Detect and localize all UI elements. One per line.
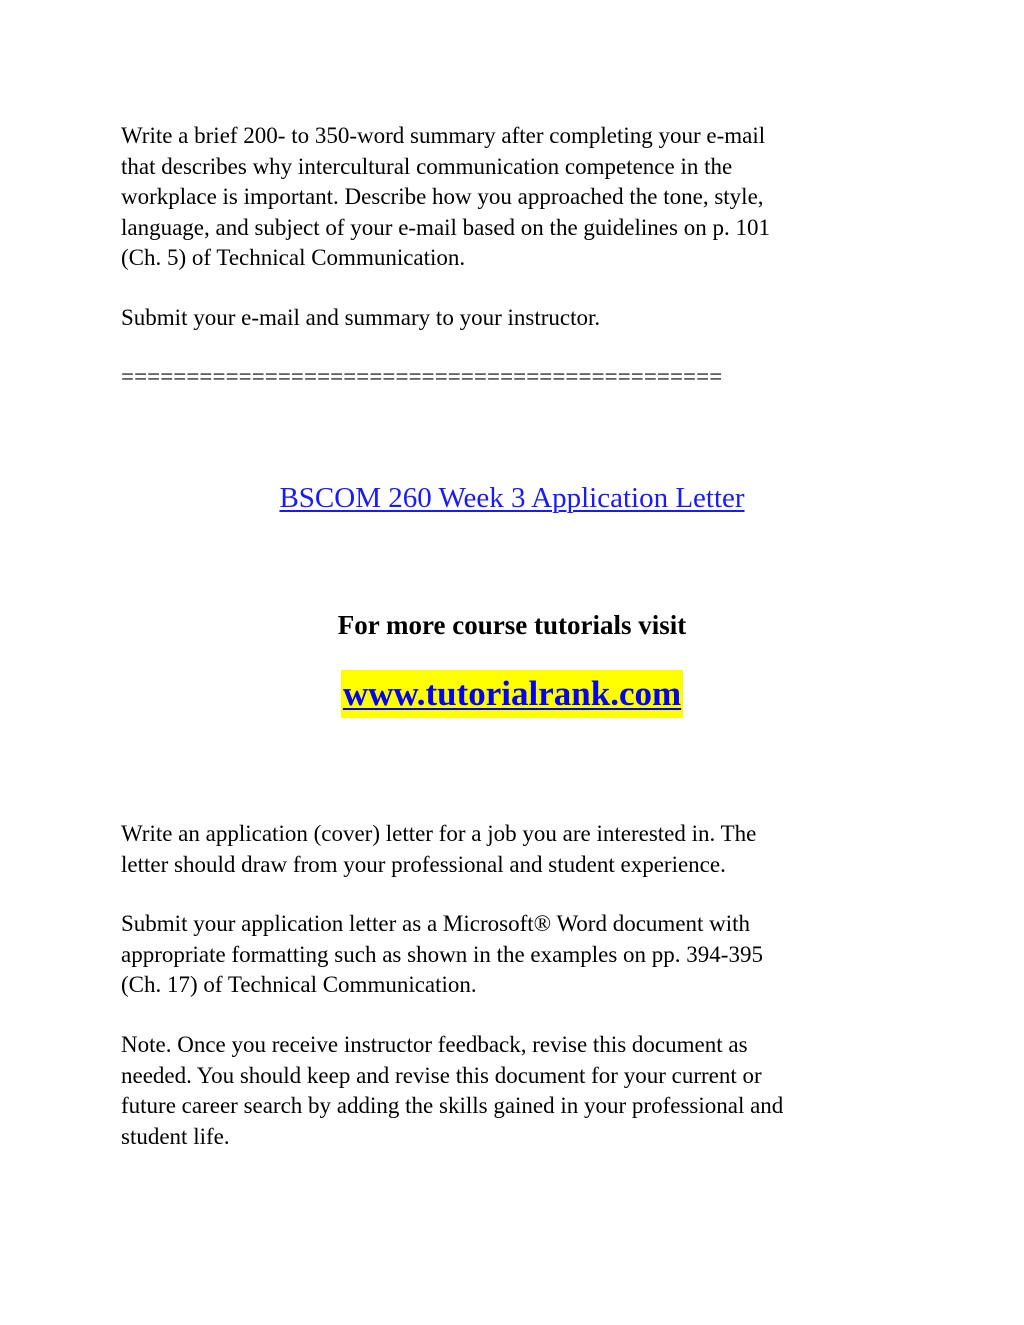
text-line: Write an application (cover) letter for a job you are interested in. The	[121, 821, 757, 846]
revision-note-paragraph	[121, 1030, 901, 1152]
text-line: Note. Once you receive instructor feedback, revise this document as	[121, 1032, 748, 1057]
summary-instructions-paragraph	[121, 121, 901, 274]
text-line: that describes why intercultural communication competence in the	[121, 153, 733, 179]
text-line: Submit your e-mail and summary to your instructor.	[121, 305, 601, 330]
text-line: letter should draw from your professional and student experience.	[121, 851, 726, 877]
section-divider: ==============================================	[121, 364, 723, 389]
application-letter-paragraph	[121, 819, 901, 880]
text-line: needed. You should keep and revise this document for your current or	[121, 1062, 762, 1088]
submit-letter-paragraph	[121, 909, 901, 1001]
text-line: workplace is important. Describe how you approached the tone, style,	[121, 184, 764, 209]
text-line: (Ch. 17) of Technical Communication.	[121, 972, 477, 997]
tutorials-call-to-action: For more course tutorials visit	[337, 610, 687, 640]
text-line: student life.	[121, 1123, 230, 1149]
website-link-container	[0, 670, 1024, 718]
assignment-title-link[interactable]: BSCOM 260 Week 3 Application Letter	[279, 482, 745, 514]
text-line: future career search by adding the skills gained in your professional and	[121, 1093, 784, 1118]
submit-email-paragraph	[121, 303, 901, 334]
website-link[interactable]: www.tutorialrank.com	[341, 670, 683, 718]
text-line: Write a brief 200- to 350-word summary after completing your e-mail	[121, 123, 766, 148]
text-line: language, and subject of your e-mail based on the guidelines on p. 101	[121, 214, 770, 240]
assignment-title	[0, 480, 1024, 516]
text-line: (Ch. 5) of Technical Communication.	[121, 245, 466, 270]
text-line: appropriate formatting such as shown in the examples on pp. 394-395	[121, 941, 763, 967]
text-line: Submit your application letter as a Microsoft® Word document with	[121, 911, 751, 936]
